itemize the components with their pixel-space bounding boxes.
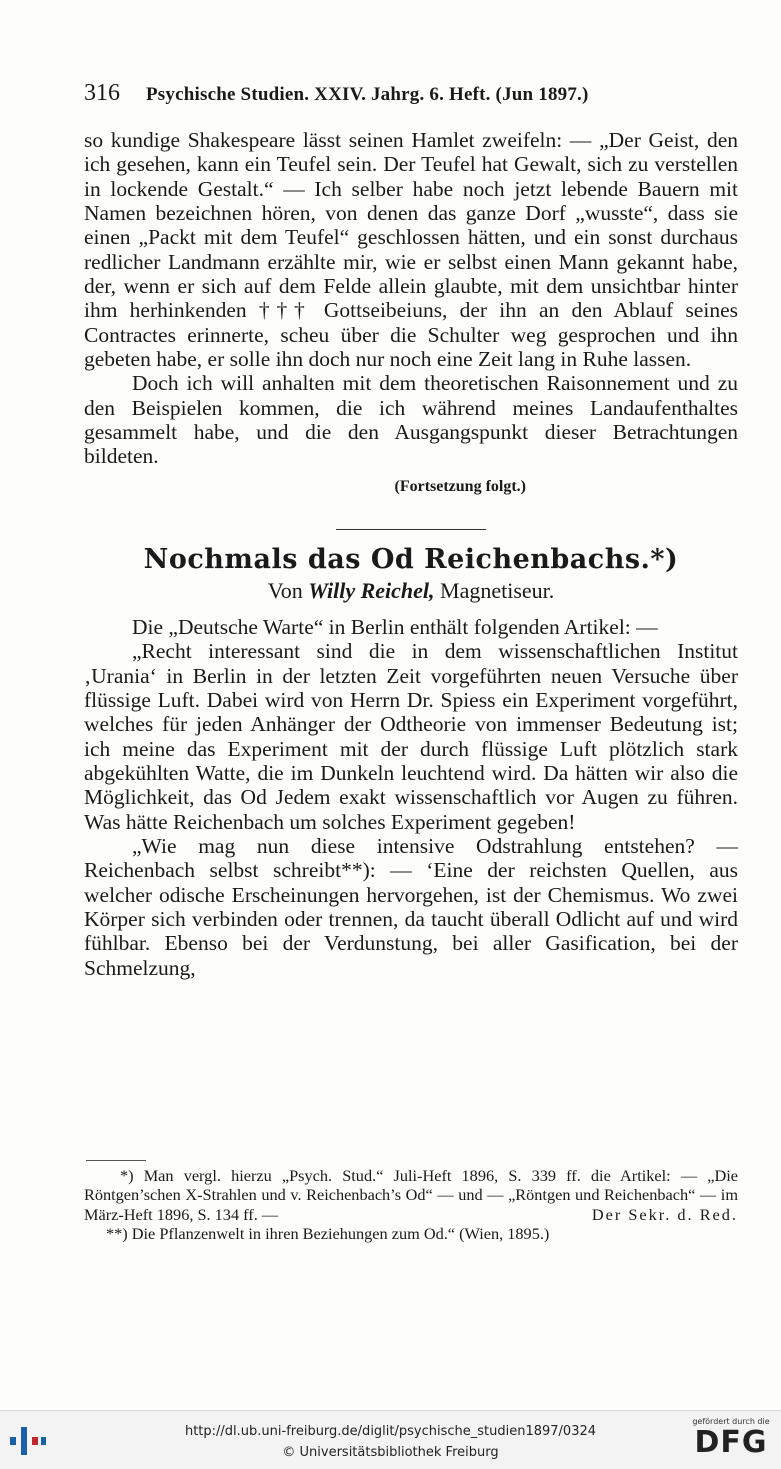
footnote-rule: [86, 1160, 146, 1161]
running-header: [84, 80, 738, 107]
paragraph: Doch ich will anhalten mit dem theoretischen Raisonnement und zu den Beispielen kommen, die ich während meines Landaufenthaltes gesammelt habe, und die den Ausgangspunkt dieser Betrachtungen bildeten.: [84, 371, 738, 469]
article-byline: [84, 579, 738, 603]
running-title: Psychische Studien. XXIV. Jahrg. 6. Heft. (Jun 1897.): [146, 84, 589, 105]
paragraph-continued: so kundige Shakespeare lässt seinen Hamlet zweifeln: — „Der Geist, den ich gesehen, kann ein Teufel sein. Der Teufel hat Gewalt, sich zu verstellen in lockende Gestalt.“ — Ich selber habe noch jetzt lebende Bauern mit Namen bezeichnen hören, von denen das ganze Dorf „wusste“, dass sie einen „Packt mit dem Teufel“ geschlossen hätten, und ein sonst durchaus redlicher Landmann erzählte mir, wie er selbst einen Mann gekannt habe, der, wenn er sich auf dem Felde allein glaubte, mit dem unsichtbar hinter ihm herhinkenden ††† Gottseibeiuns, der ihn an den Ablauf seines Contractes erinnerte, scheu über die Schulter weg gesprochen und ihn gebeten habe, er solle ihn doch nur noch eine Zeit lang in Ruhe lassen.: [84, 128, 738, 372]
byline-suffix: Magnetiseur.: [440, 577, 555, 603]
dfg-logo-text: DFG: [694, 1425, 768, 1460]
footnote: **) Die Pflanzenwelt in ihren Beziehungen zum Od.“ (Wien, 1895.): [106, 1224, 550, 1244]
footnote: [84, 1166, 738, 1224]
footnote-signature: Der Sekr. d. Red.: [591, 1204, 738, 1224]
viewer-footer-bar: [0, 1410, 781, 1469]
continued-note: (Fortsetzung folgt.): [394, 477, 526, 495]
byline-prefix: Von: [267, 577, 303, 603]
dfg-logo: [688, 1417, 774, 1465]
paragraph: „Recht interessant sind die in dem wissenschaftlichen Institut ‚Urania‘ in Berlin in der letzten Zeit vorgeführten neuen Versuche über flüssige Luft. Dabei wird von Herrn Dr. Spiess ein Experiment vorgeführt, welches für jeden Anhänger der Odtheorie von immenser Bedeutung ist; ich meine das Experiment mit der durch flüssige Luft plötzlich stark abgekühlten Watte, die im Dunkeln leuchtend wird. Da hätten wir also die Möglichkeit, das Od Jedem exakt wissenschaftlich vor Augen zu führen. Was hätte Reichenbach um solches Experiment gegeben!: [84, 639, 738, 834]
copyright-notice: © Universitätsbibliothek Freiburg: [282, 1445, 499, 1460]
dfg-note: gefördert durch die: [692, 1417, 770, 1426]
paragraph: Die „Deutsche Warte“ in Berlin enthält folgenden Artikel: —: [132, 614, 658, 639]
paragraph: „Wie mag nun diese intensive Odstrahlung entstehen? — Reichenbach selbst schreibt**): — ‘Eine der reichsten Quellen, aus welcher odische Erscheinungen hervorgehen, ist der Chemismus. Wo zwei Körper sich verbinden oder trennen, da taucht überall Odlicht auf und wird fühlbar. Ebenso bei der Verdunstung, bei aller Gasification, bei der Schmelzung,: [84, 833, 738, 980]
author-name: Willy Reichel,: [308, 577, 435, 603]
footnotes: [84, 1166, 738, 1244]
section-divider: [336, 529, 486, 530]
article-title: Nochmals das Od Reichenbachs.*): [143, 544, 679, 576]
page-number: 316: [84, 80, 120, 106]
page-body: [84, 128, 738, 980]
document-url-link[interactable]: http://dl.ub.uni-freiburg.de/diglit/psychische_studien1897/0324: [184, 1424, 597, 1439]
footnote-text: *) Man vergl. hierzu „Psych. Stud.“ Juli-Heft 1896, S. 339 ff. die Artikel: — „Die Röntgen’schen X-Strahlen und v. Reichenbach’s Od“ — und — „Röntgen und Reichenbach“ — im März-Heft 1896, S. 134 ff. —: [84, 1166, 738, 1224]
